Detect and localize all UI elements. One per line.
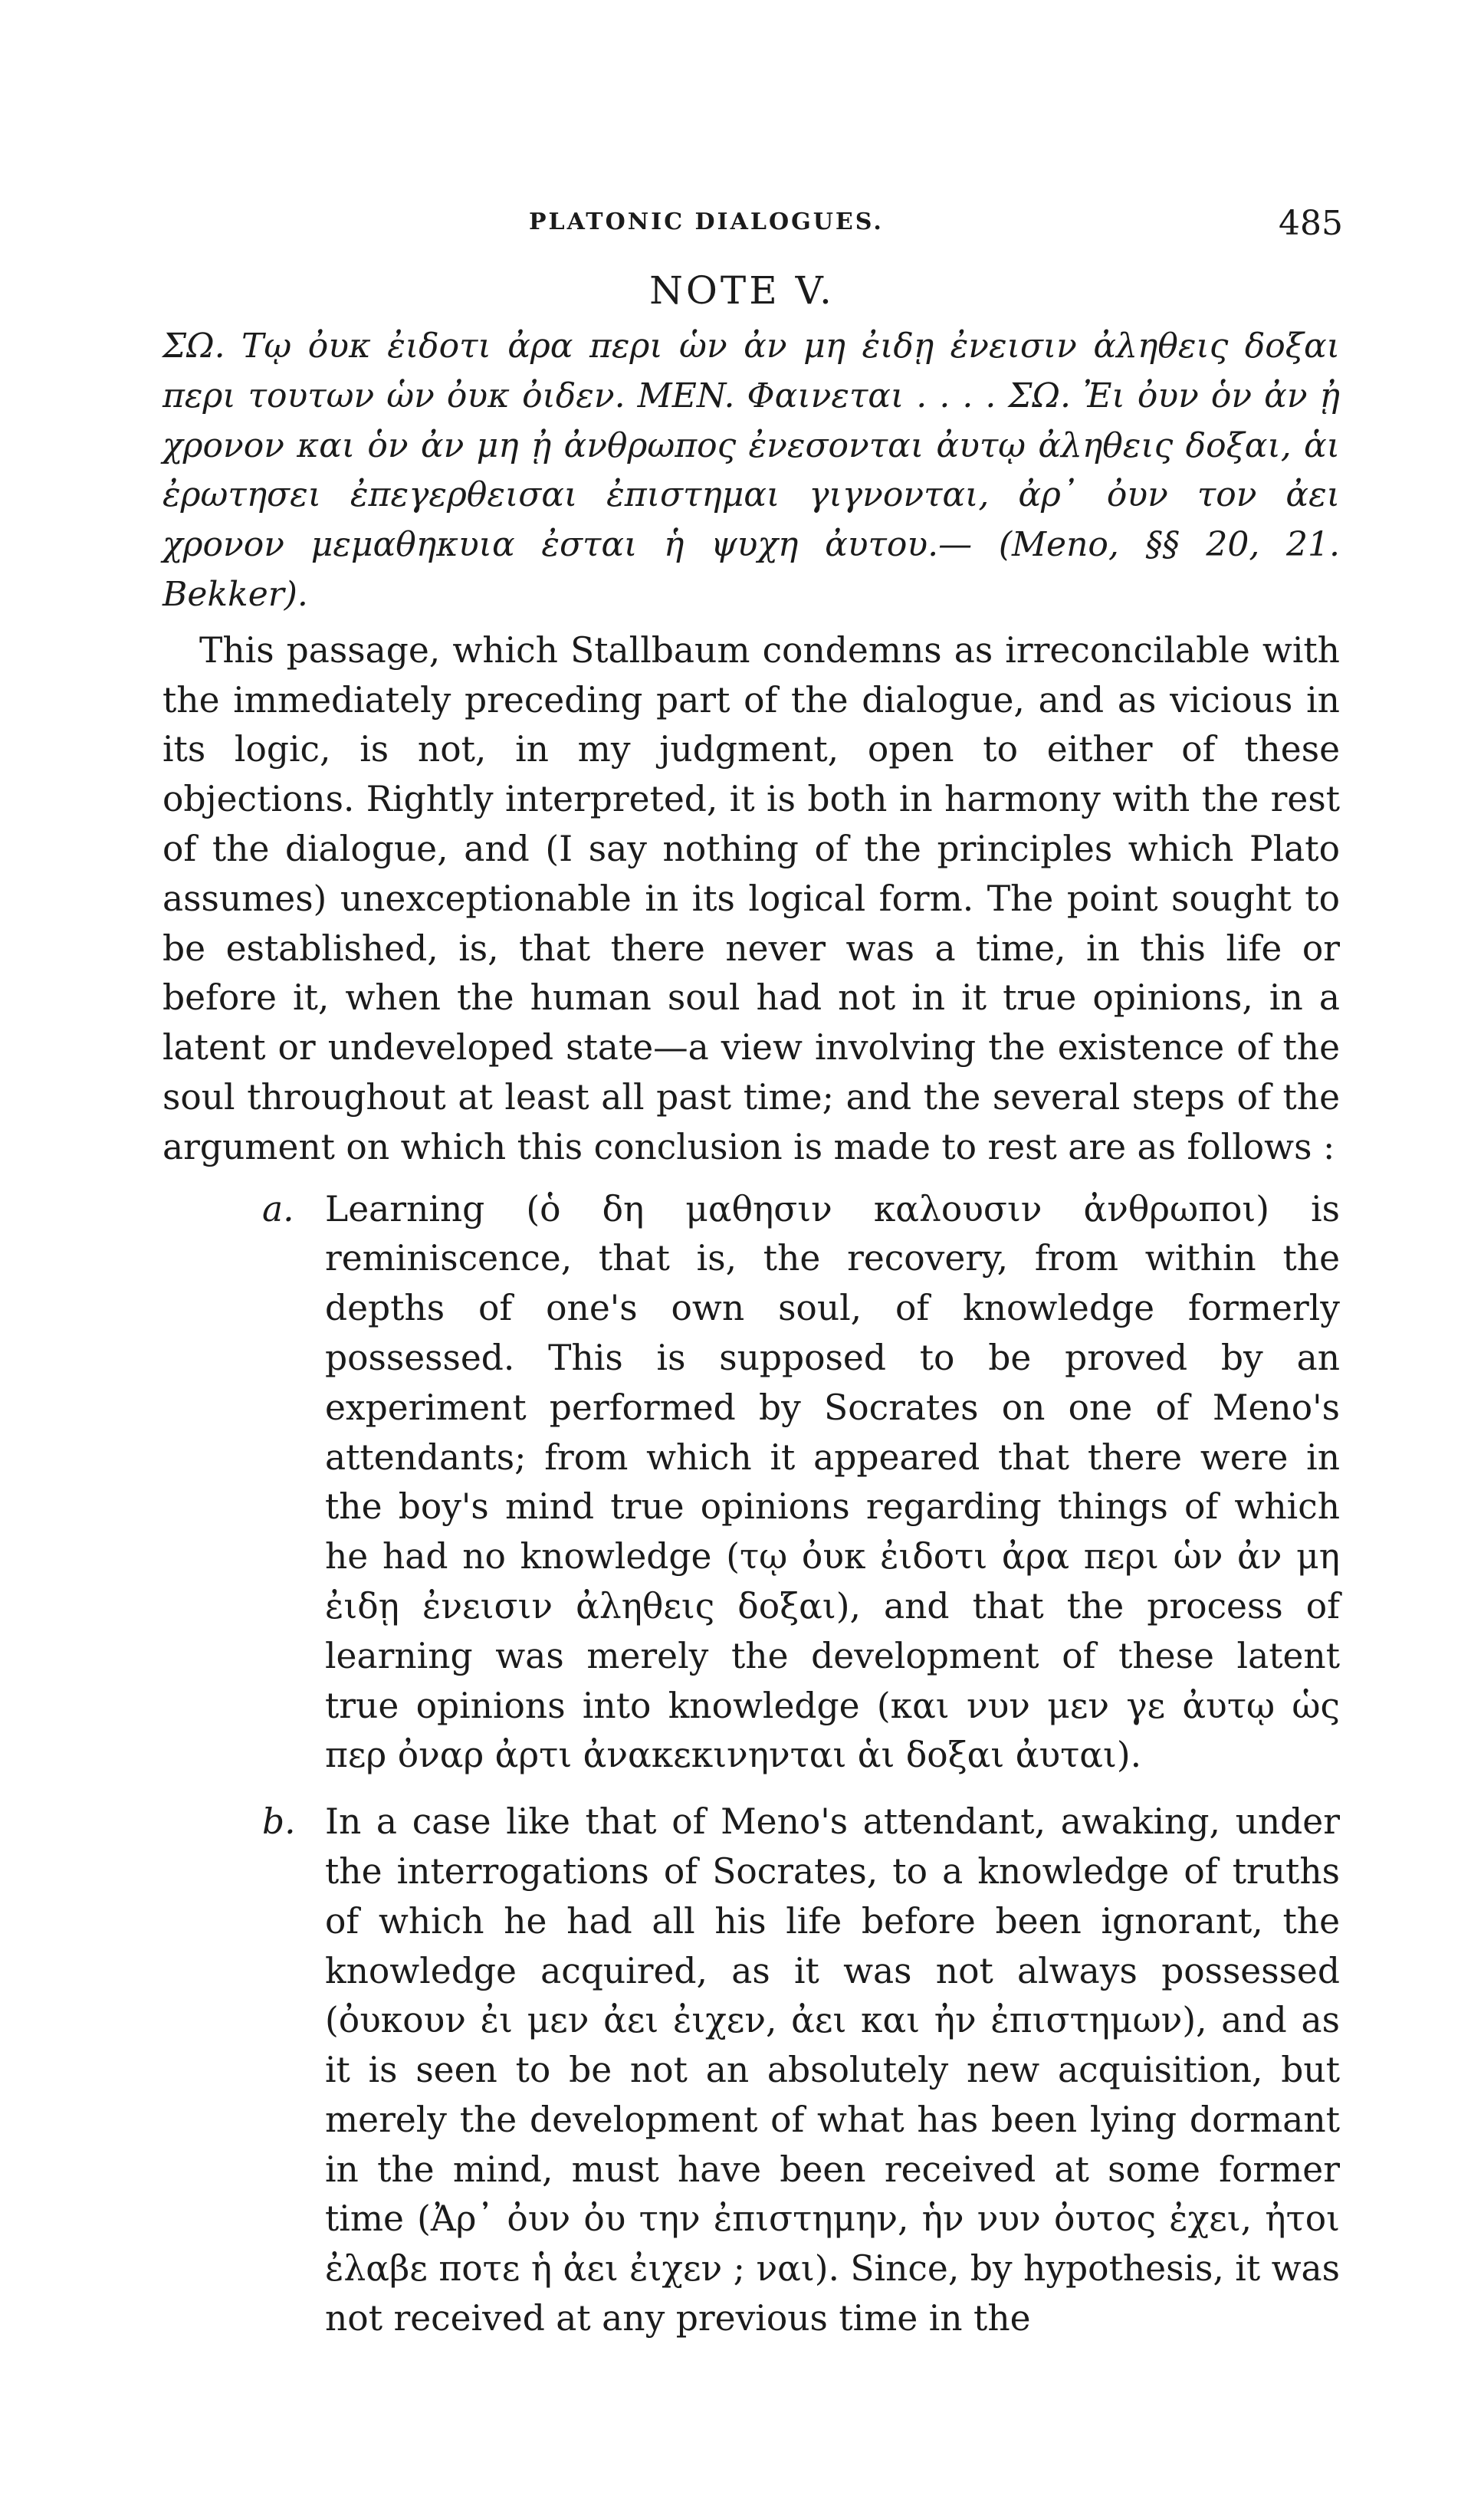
list-item-b xyxy=(163,1797,1340,2344)
note-heading: NOTE V. xyxy=(649,268,835,313)
running-head xyxy=(0,204,1484,254)
item-text-b: In a case like that of Meno's attendant, awaking, under the interrogations of Socrates, to a knowledge of truths of which he had all his life before been ignorant, the knowledge acquired, as it was not always possessed (ὀυκουν ἐι μεν ἀει ἐιχεν, ἀει και ἠν ἐπιστημων), and as it is seen to be not an absolutely new acquisition, but merely the development of what has been lying dormant in the mind, must have been received at some former time (Ἀρ᾽ ὀυν ὀυ την ἐπιστημην, ἡν νυν ὀυτος ἐχει, ἠτοι ἐλαβε ποτε ἡ ἀει ἐιχεν ; ναι). Since, by hypothesis, it was not received at any previous time in the xyxy=(325,1801,1340,2339)
list-item-a xyxy=(163,1185,1340,1781)
page-number: 485 xyxy=(1279,204,1343,243)
commentary-paragraph: This passage, which Stallbaum condemns as irreconcilable with the immediately preceding part of the dialogue, and as vicious in its logic, is not, in my judgment, open to either of these objections. Rightly interpreted, it is both in harmony with the rest of the dialogue, and (I say nothing of the principles which Plato assumes) unexceptionable in its logical form. The point sought to be established, is, that there never was a time, in this life or before it, when the human soul had not in it true opinions, in a latent or undeveloped state—a view involving the existence of the soul throughout at least all past time; and the several steps of the argument on which this conclusion is made to rest are as follows : xyxy=(163,629,1340,1167)
item-marker-b: b. xyxy=(262,1801,296,1843)
item-marker-a: a. xyxy=(262,1188,294,1229)
greek-quotation: ΣΩ. Τῳ ὀυκ ἐιδοτι ἀρα περι ὡν ἀν μη ἐιδῃ ἐνεισιν ἀληθεις δοξαι περι τουτων ὡν ὀυκ ὀιδεν. MEN. Φαινεται . . . . ΣΩ. Ἐι ὀυν ὁν ἀν ᾐ χρονον και ὁν ἀν μη ᾐ ἀνθρωπος ἐνεσονται ἀυτῳ ἀληθεις δοξαι, ἁι ἐρωτησει ἐπεγερθεισαι ἐπιστημαι γιγνονται, ἀρ᾽ ὀυν τον ἀει χρονον μεμαθηκυια ἐσται ἡ ψυχη ἀυτου.— (Meno, §§ 20, 21. Bekker). xyxy=(163,327,1340,614)
item-text-a: Learning (ὁ δη μαθησιν καλουσιν ἀνθρωποι) is reminiscence, that is, the recovery, from within the depths of one's own soul, of knowledge formerly possessed. This is supposed to be proved by an experiment performed by Socrates on one of Meno's attendants; from which it appeared that there were in the boy's mind true opinions regarding things of which he had no knowledge (τῳ ὀυκ ἐιδοτι ἀρα περι ὡν ἀν μη ἐιδῃ ἐνεισιν ἀληθεις δοξαι), and that the process of learning was merely the development of these latent true opinions into knowledge (και νυν μεν γε ἀυτῳ ὡς περ ὀναρ ἀρτι ἀνακεκινηνται ἁι δοξαι ἀυται). xyxy=(325,1188,1340,1776)
body-text xyxy=(163,322,1340,2344)
running-title: PLATONIC DIALOGUES. xyxy=(529,208,884,235)
